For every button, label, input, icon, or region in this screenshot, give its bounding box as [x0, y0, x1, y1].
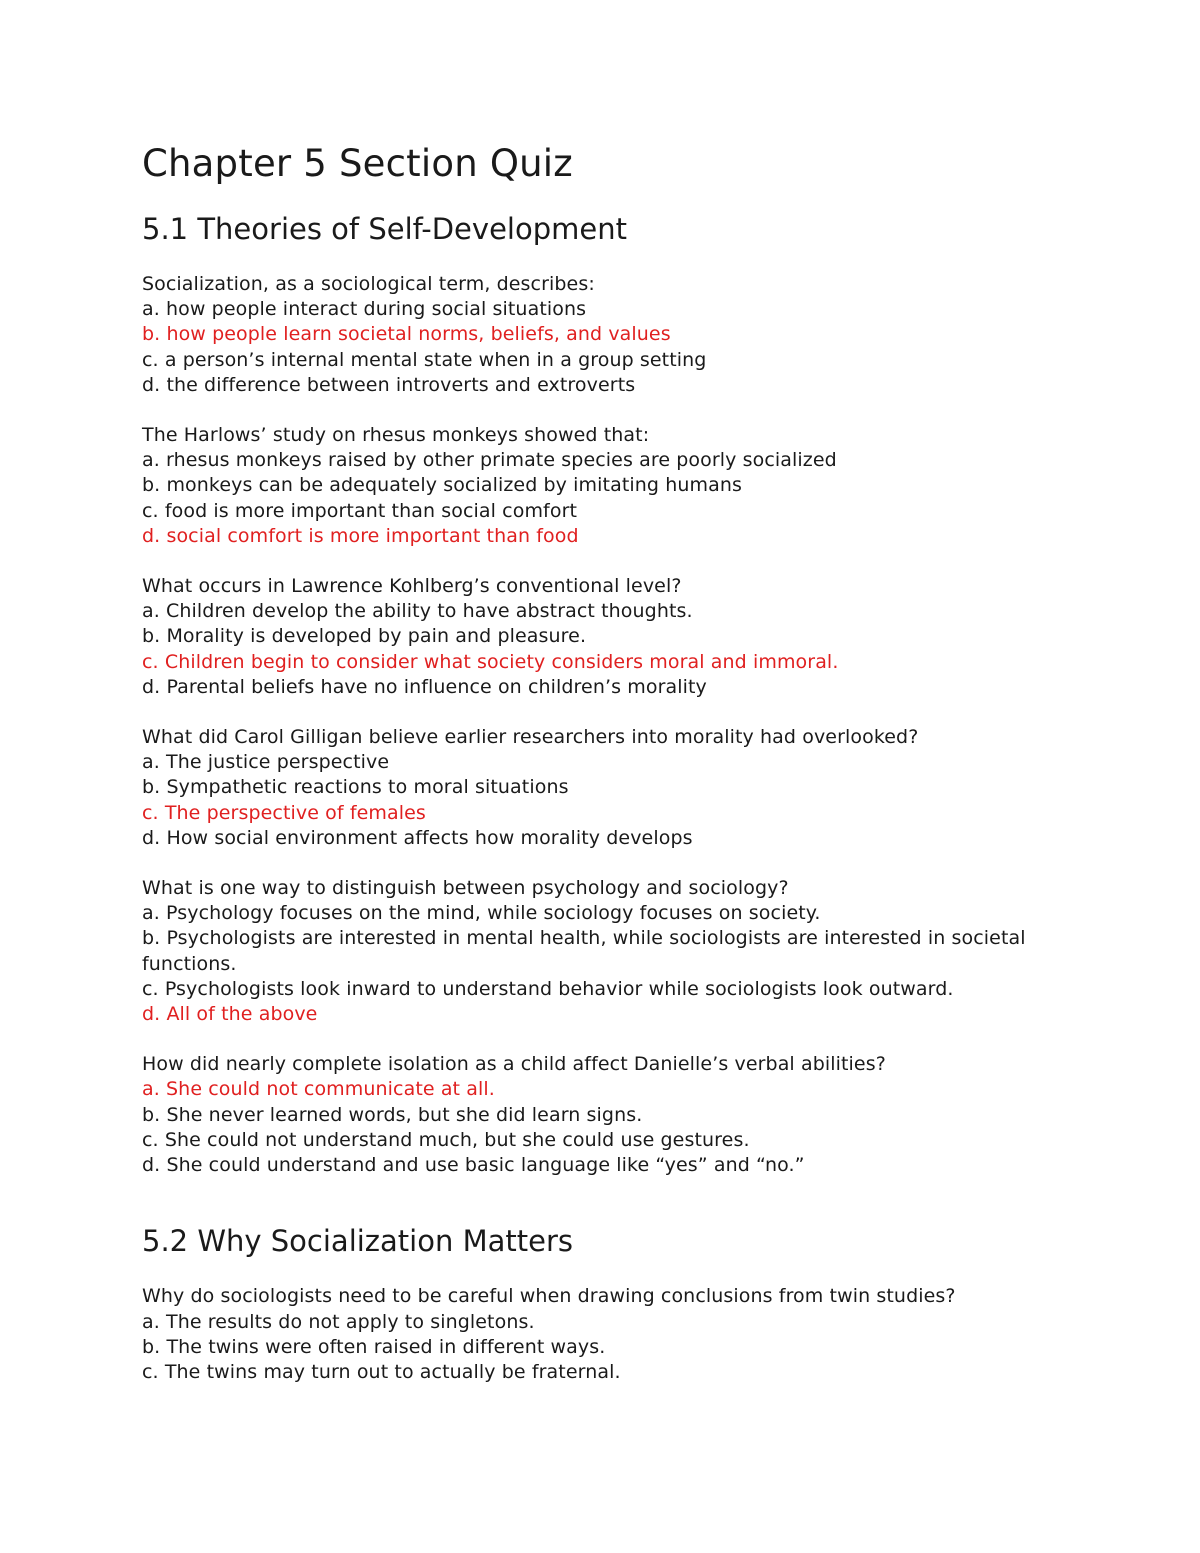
option: b. The twins were often raised in different ways. [142, 1335, 606, 1358]
question-4 [142, 725, 1102, 851]
option: a. The results do not apply to singletons. [142, 1310, 535, 1333]
option: c. She could not understand much, but she could use gestures. [142, 1128, 750, 1151]
question-prompt: What occurs in Lawrence Kohlberg’s conventional level? [142, 575, 682, 598]
question-prompt: Socialization, as a sociological term, describes: [142, 273, 595, 295]
option: b. Sympathetic reactions to moral situations [142, 776, 569, 799]
question-6 [142, 1052, 1102, 1178]
question-3 [142, 574, 1102, 700]
question-5 [142, 876, 1102, 1027]
option: c. The twins may turn out to actually be fraternal. [142, 1360, 621, 1383]
option: a. Children develop the ability to have abstract thoughts. [142, 600, 693, 623]
section-heading: 5.1 Theories of Self-Development [142, 212, 627, 246]
option-correct: c. Children begin to consider what society considers moral and immoral. [142, 650, 839, 673]
document-page [142, 140, 1102, 1410]
option: a. Psychology focuses on the mind, while sociology focuses on society. [142, 902, 821, 925]
question-prompt: Why do sociologists need to be careful when drawing conclusions from twin studies? [142, 1285, 956, 1308]
option-correct: d. social comfort is more important than food [142, 524, 579, 547]
option-correct: a. She could not communicate at all. [142, 1078, 495, 1101]
option-correct: d. All of the above [142, 1003, 318, 1026]
section-5-2 [142, 1222, 1102, 1385]
question-2 [142, 423, 1102, 549]
question-prompt: How did nearly complete isolation as a child affect Danielle’s verbal abilities? [142, 1053, 886, 1076]
option: a. rhesus monkeys raised by other primate species are poorly socialized [142, 449, 837, 472]
option: b. She never learned words, but she did learn signs. [142, 1103, 643, 1126]
section-5-1 [142, 210, 1102, 1178]
option: d. the difference between introverts and extroverts [142, 373, 636, 396]
option: b. Psychologists are interested in mental health, while sociologists are interested in societal functions. [142, 927, 1026, 975]
option: b. Morality is developed by pain and pleasure. [142, 625, 587, 648]
option: c. food is more important than social comfort [142, 499, 578, 522]
question-prompt: What is one way to distinguish between psychology and sociology? [142, 877, 789, 900]
page-title: Chapter 5 Section Quiz [142, 142, 573, 185]
option: a. how people interact during social situations [142, 298, 587, 321]
question-1 [142, 272, 1102, 398]
question-7 [142, 1284, 1102, 1385]
option: d. How social environment affects how morality develops [142, 826, 693, 849]
option: b. monkeys can be adequately socialized by imitating humans [142, 474, 742, 497]
section-heading: 5.2 Why Socialization Matters [142, 1224, 573, 1259]
option: d. Parental beliefs have no influence on children’s morality [142, 675, 707, 698]
option: c. a person’s internal mental state when in a group setting [142, 348, 707, 371]
option: c. Psychologists look inward to understand behavior while sociologists look outward. [142, 977, 954, 1000]
question-prompt: The Harlows’ study on rhesus monkeys showed that: [142, 424, 650, 447]
option: a. The justice perspective [142, 751, 390, 774]
option-correct: c. The perspective of females [142, 801, 426, 824]
option: d. She could understand and use basic language like “yes” and “no.” [142, 1154, 805, 1177]
option-correct: b. how people learn societal norms, beliefs, and values [142, 323, 671, 346]
question-prompt: What did Carol Gilligan believe earlier researchers into morality had overlooked? [142, 726, 919, 749]
